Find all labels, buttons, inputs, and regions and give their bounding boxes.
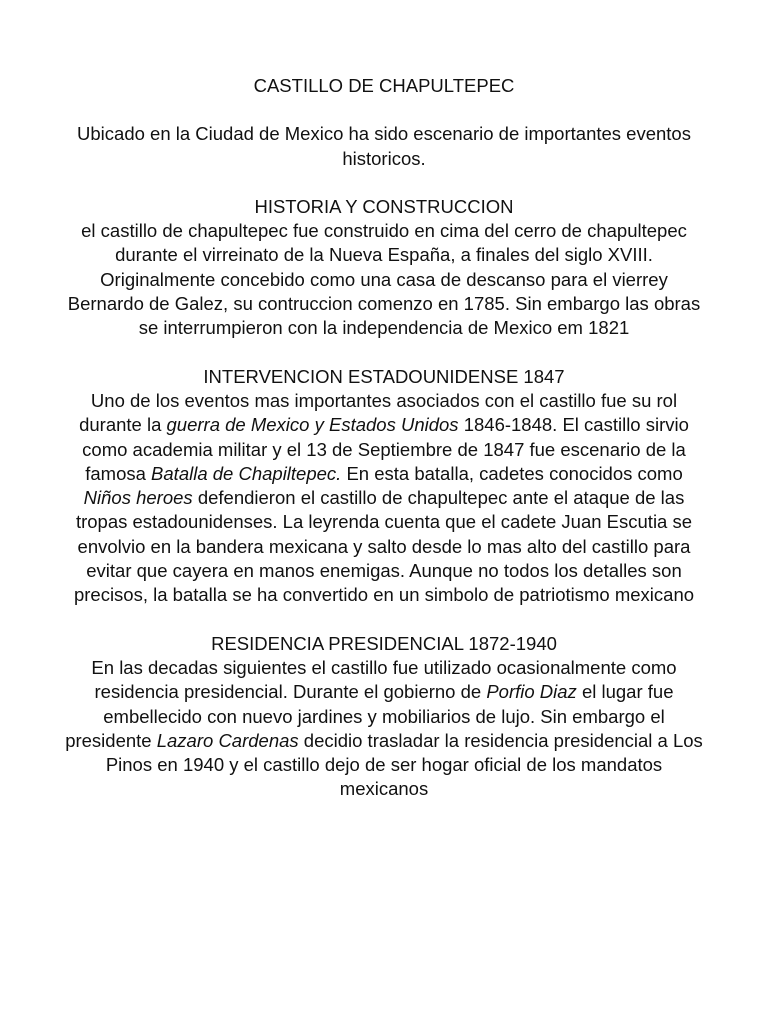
body-text: el lugar fue embellecido con nuevo jardines y mobiliarios de lujo. Sin embargo el presidente [65, 681, 674, 751]
section-body: el castillo de chapultepec fue construido en cima del cerro de chapultepec durante el virreinato de la Nueva España, a finales del siglo XVIII. Originalmente concebido como una casa de descanso para el vierrey Bernardo de Galez, su contruccion comenzo en 1785. Sin embargo las obras se interrumpieron con la independencia de Mexico em 1821 [67, 220, 701, 339]
section-residencia [60, 632, 708, 802]
section-intervencion [60, 365, 708, 608]
body-text: En esta batalla, cadetes conocidos como [341, 462, 683, 484]
section-heading: INTERVENCION ESTADOUNIDENSE 1847 [203, 365, 565, 387]
document-title: CASTILLO DE CHAPULTEPEC [253, 75, 515, 96]
section-body [60, 389, 708, 608]
section-heading: RESIDENCIA PRESIDENCIAL 1872-1940 [211, 632, 557, 654]
emphasis-text: guerra de Mexico y Estados Unidos [166, 414, 459, 436]
document-page [60, 74, 708, 826]
emphasis-text: Lazaro Cardenas [156, 729, 299, 751]
section-body [60, 656, 708, 802]
emphasis-text: Batalla de Chapiltepec. [151, 462, 342, 484]
section-heading: HISTORIA Y CONSTRUCCION [254, 195, 514, 217]
emphasis-text: Porfio Diaz [486, 681, 577, 703]
emphasis-text: Niños heroes [83, 487, 193, 509]
section-historia [60, 195, 708, 341]
body-text: defendieron el castillo de chapultepec ante el ataque de las tropas estadounidenses. La leyrenda cuenta que el cadete Juan Escutia se envolvio en la bandera mexicana y salto desde lo mas alto del castillo para evitar que cayera en manos enemigas. Aunque no todos los detalles son precisos, la batalla se ha convertido en un simbolo de patriotismo mexicano [73, 487, 695, 606]
document-intro: Ubicado en la Ciudad de Mexico ha sido escenario de importantes eventos historicos. [77, 123, 691, 169]
body-text: En las decadas siguientes el castillo fue utilizado ocasionalmente como residencia presidencial. Durante el gobierno de [91, 656, 677, 703]
body-text: decidio trasladar la residencia presidencial a Los Pinos en 1940 y el castillo dejo de ser hogar oficial de los mandatos mexicanos [105, 729, 703, 800]
body-text: Uno de los eventos mas importantes asociados con el castillo fue su rol durante la [79, 389, 678, 436]
body-text: 1846-1848. El castillo sirvio como academia militar y el 13 de Septiembre de 1847 fue escenario de la famosa [82, 414, 689, 484]
